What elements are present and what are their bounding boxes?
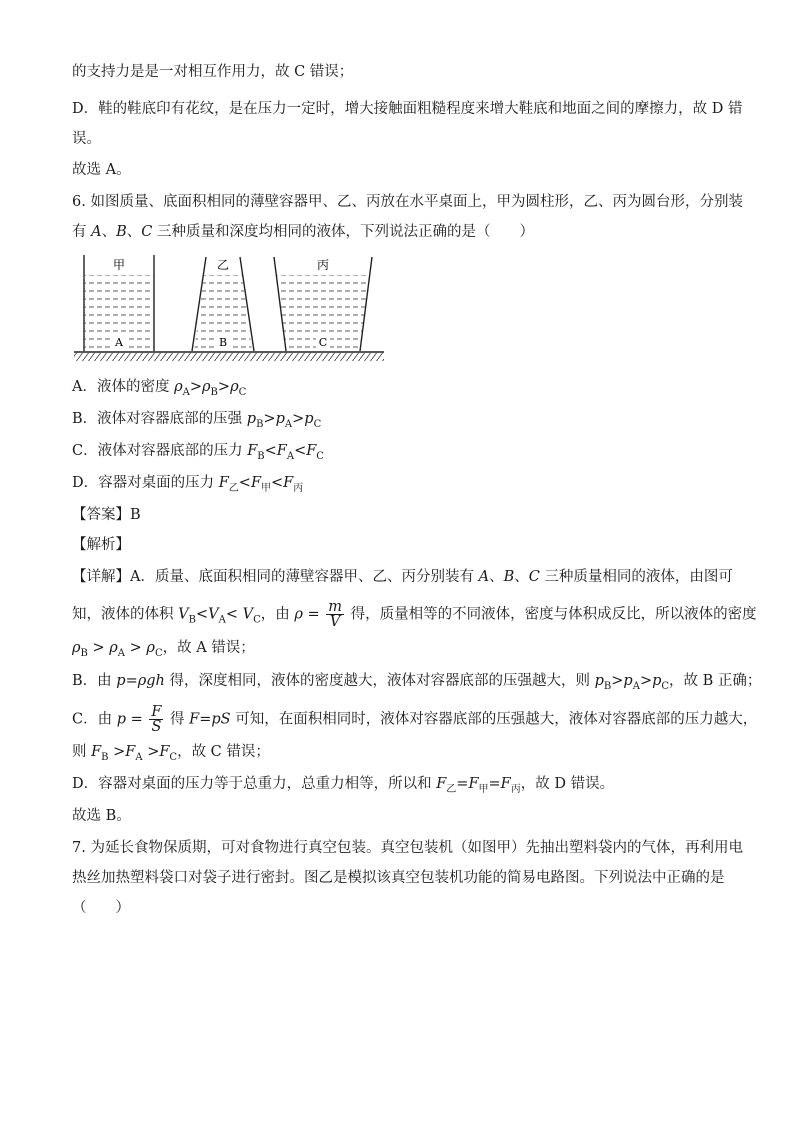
label-liquid-a: A	[115, 336, 123, 349]
label-liquid-b: B	[218, 336, 228, 349]
detail-line: 【详解】A．质量、底面积相同的薄壁容器甲、乙、丙分别装有 A、B、C 三种质量相同的液体，由图可	[72, 569, 733, 585]
containers-figure	[72, 255, 392, 365]
table-surface	[74, 353, 384, 361]
question-7-stem: 7. 为延长食物保质期，可对食物进行真空包装。真空包装机（如图甲）先抽出塑料袋内的气体，再利用电	[72, 840, 743, 856]
detail-line: D．容器对桌面的压力等于总重力，总重力相等，所以和 $F_乙=F_甲=F_丙$，故 D 错误。	[72, 776, 615, 795]
option-d: D．容器对桌面的压力 $F_乙<F_甲<F_丙$	[72, 475, 304, 494]
answer-line: 【答案】B	[72, 507, 141, 523]
detail-line: 则 $F_B >F_A >F_C$，故 C 错误；	[72, 744, 270, 763]
detail-line: C．由 p = $\frac{F}{S}$ 得 F=pS 可知，在面积相同时，液体对容器底部的压强越大，液体对容器底部的压力越大，	[72, 704, 758, 735]
question-6-stem: 有 A、B、C 三种质量和深度均相同的液体，下列说法正确的是（ ）	[72, 224, 534, 240]
question-7-stem: 热丝加热塑料袋口对袋子进行密封。图乙是模拟该真空包装机功能的简易电路图。下列说法中正确的是	[72, 870, 725, 886]
label-liquid-c: C	[318, 336, 328, 349]
option-b: B．液体对容器底部的压强 $p_B>p_A>p_C$	[72, 411, 322, 430]
option-a: A．液体的密度 $\rho_A>\rho_B>\rho_C$	[72, 379, 247, 398]
label-yi: 乙	[216, 258, 230, 272]
text-line: 的支持力是是一对相互作用力，故 C 错误；	[72, 64, 354, 80]
text-line: 误。	[72, 131, 101, 147]
label-jia: 甲	[112, 258, 126, 272]
option-c: C．液体对容器底部的压力 $F_B<F_A<F_C$	[72, 443, 324, 462]
detail-line: B．由 p=ρgh 得，深度相同，液体的密度越大，液体对容器底部的压强越大，则 $p_B>p_A>p_C$，故 B 正确；	[72, 673, 762, 692]
detail-line: 故选 B。	[72, 808, 131, 824]
detail-line: $\rho_B > \rho_A > \rho_C$，故 A 错误；	[72, 640, 255, 659]
text-line: 故选 A。	[72, 162, 131, 178]
label-bing: 丙	[316, 258, 330, 272]
text-line: D．鞋的鞋底印有花纹，是在压力一定时，增大接触面粗糙程度来增大鞋底和地面之间的摩擦力，故 D 错	[72, 101, 743, 117]
detail-line: 知，液体的体积 $V_B<V_A< V_C$，由 ρ = $\frac{m}{V}$ 得，质量相等的不同液体，密度与体积成反比，所以液体的密度	[72, 599, 757, 630]
analysis-heading: 【解析】	[72, 537, 130, 553]
question-7-stem: （ ）	[72, 900, 130, 916]
question-6-stem: 6. 如图质量、底面积相同的薄壁容器甲、乙、丙放在水平桌面上，甲为圆柱形，乙、丙为圆台形，分别装	[72, 194, 743, 210]
